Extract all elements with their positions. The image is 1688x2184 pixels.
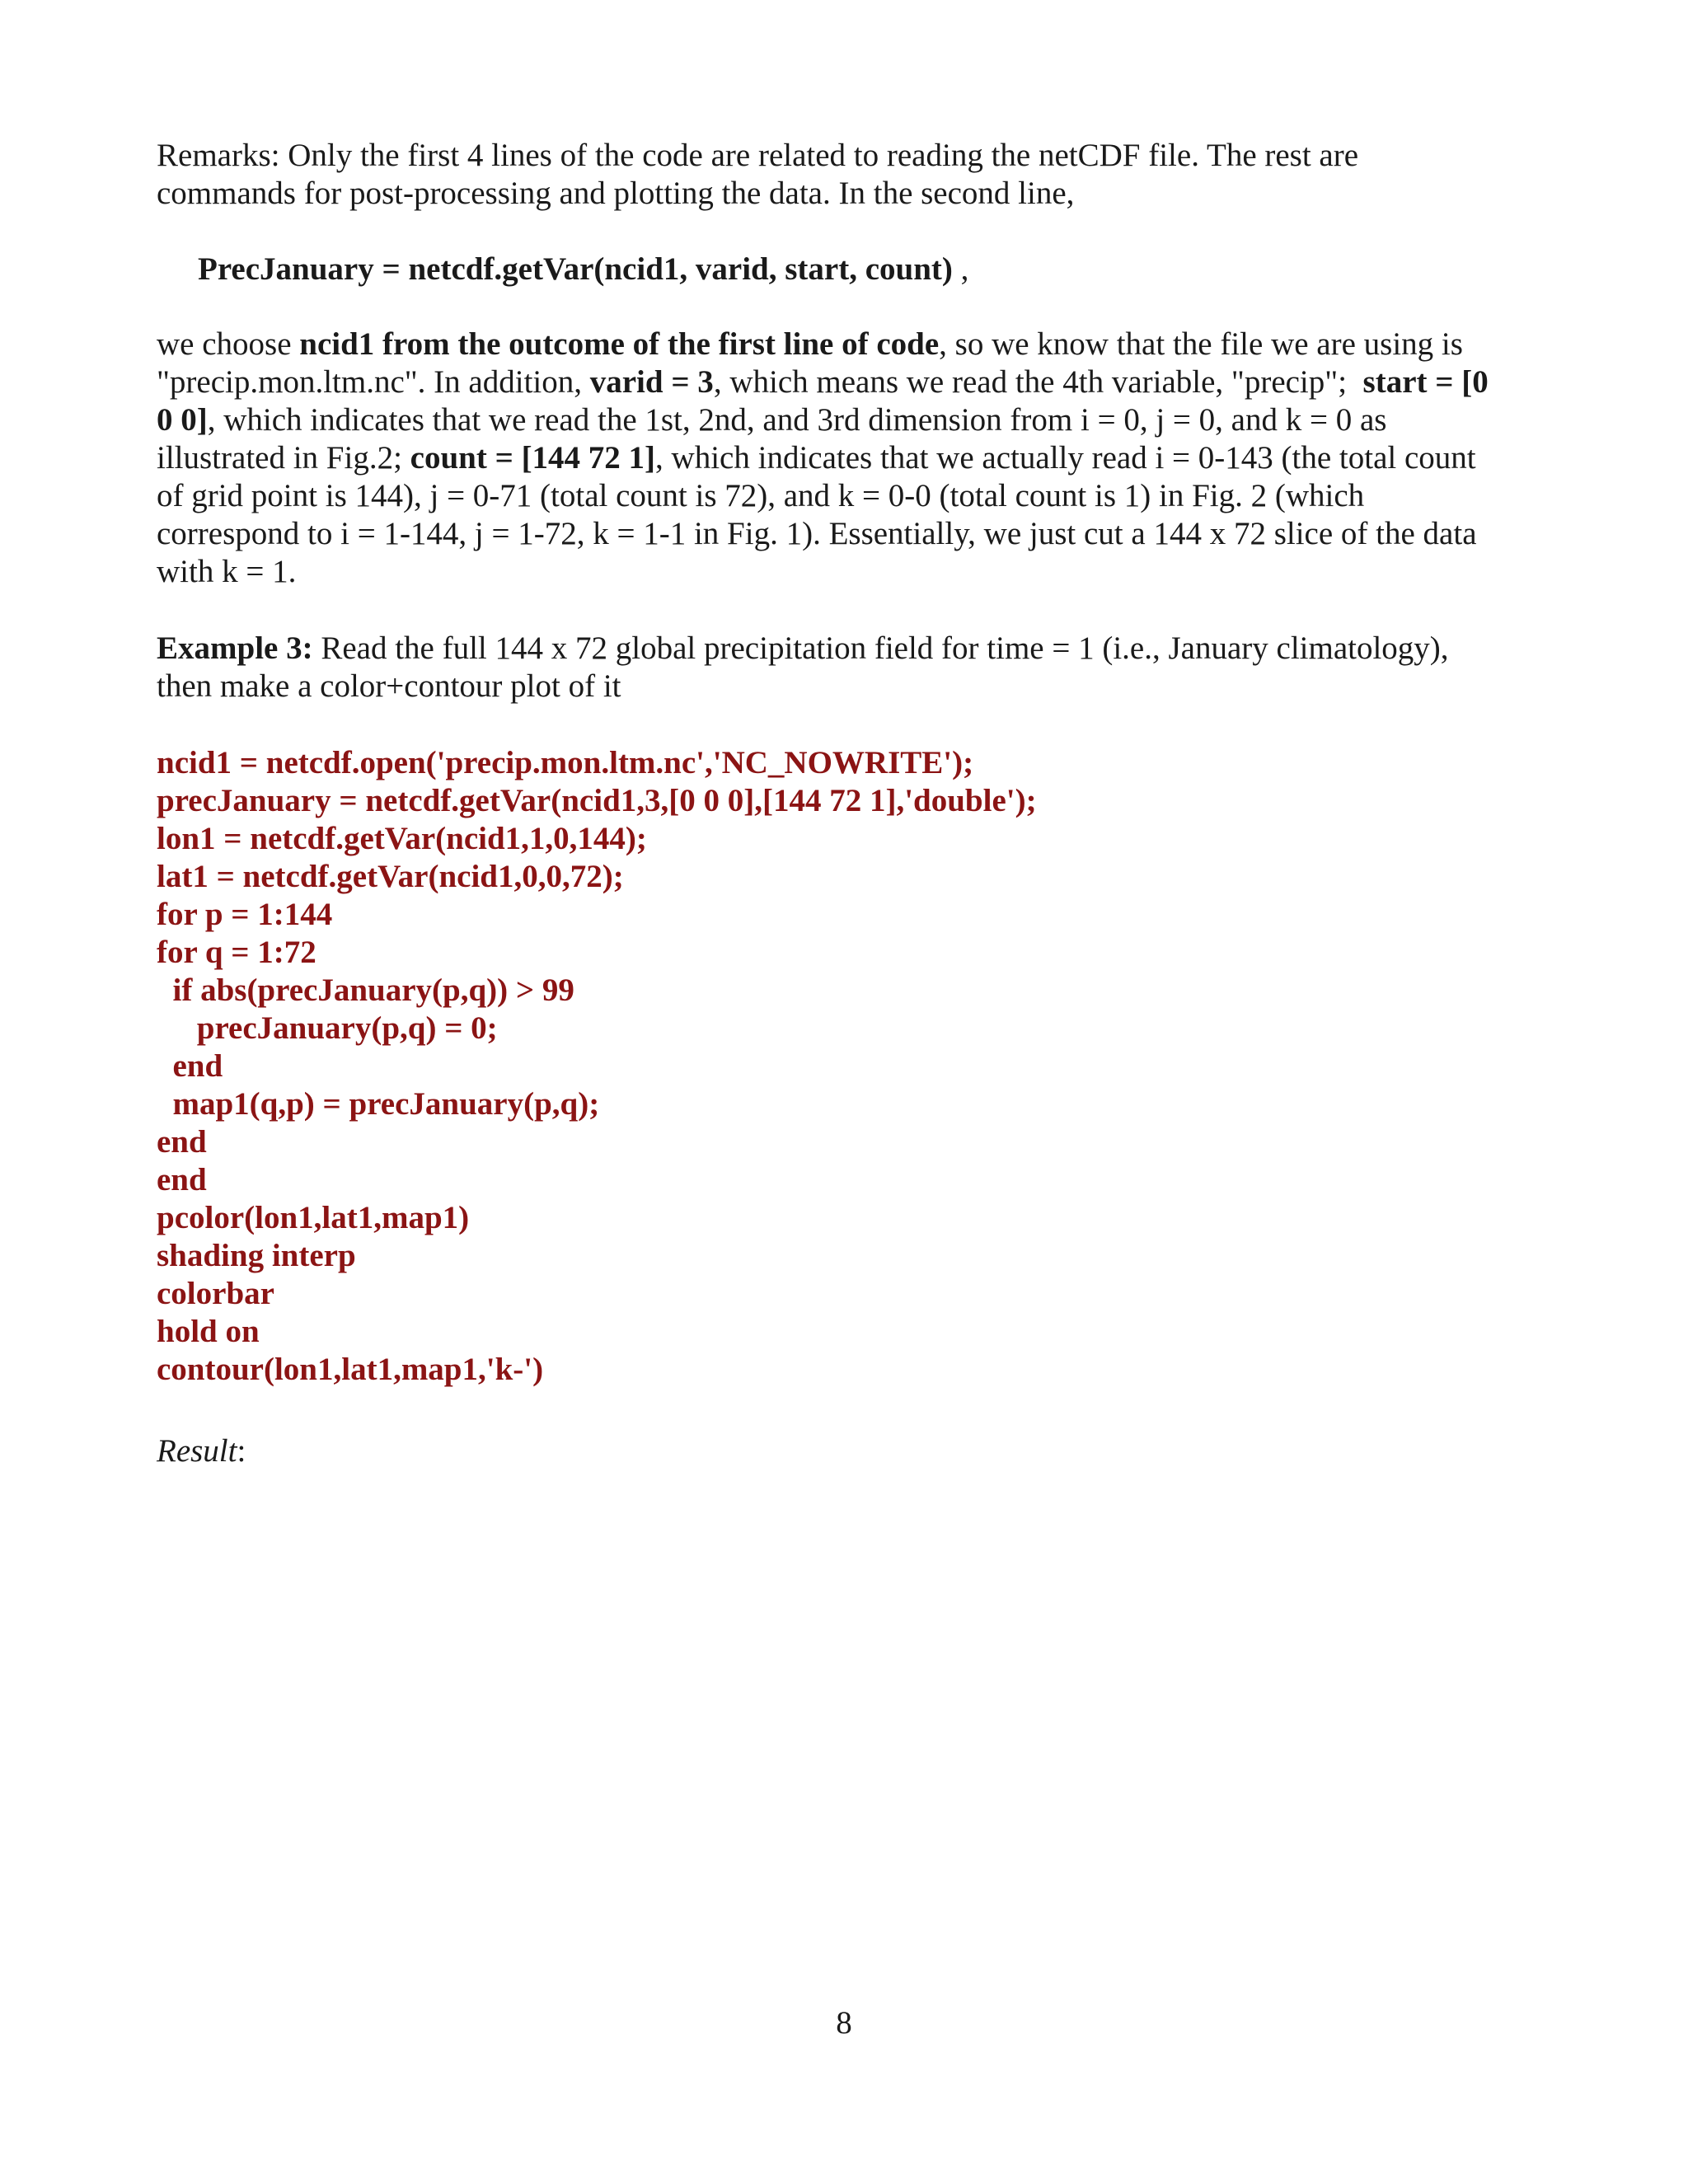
code-line: precJanuary = netcdf.getVar(ncid1,3,[0 0 0],[144 72 1],'double'); — [157, 783, 1037, 818]
text-run: "precip.mon.ltm.nc". In addition, — [157, 364, 590, 400]
bold-run: 0 0] — [157, 402, 208, 438]
remarks-line: commands for post-processing and plotting the data. In the second line, — [157, 176, 1075, 211]
bold-run: ncid1 from the outcome of the first line of code — [299, 326, 940, 362]
bold-run: start = [0 — [1362, 364, 1489, 400]
remarks-paragraph — [157, 137, 1550, 213]
text-run: we choose — [157, 326, 300, 362]
code-line: colorbar — [157, 1276, 274, 1311]
explanation-line: of grid point is 144), j = 0-71 (total count is 72), and k = 0-0 (total count is 1) in Fig. 2 (which — [157, 478, 1365, 513]
code-line: end — [157, 1124, 207, 1160]
page-number: 8 — [836, 2005, 852, 2041]
code-line: lon1 = netcdf.getVar(ncid1,1,0,144); — [157, 821, 647, 856]
example-paragraph — [157, 630, 1550, 705]
code-line: end — [157, 1162, 207, 1197]
code-line: if abs(precJanuary(p,q)) > 99 — [157, 972, 574, 1008]
bold-run: count = [144 72 1] — [410, 440, 656, 476]
explanation-line — [157, 439, 1550, 477]
explanation-line: correspond to i = 1-144, j = 1-72, k = 1-1 in Fig. 1). Essentially, we just cut a 144 x 72 slice of the data — [157, 516, 1477, 551]
formula-expression: PrecJanuary = netcdf.getVar(ncid1, varid, start, count) — [198, 251, 953, 287]
example-text: Read the full 144 x 72 global precipitation field for time = 1 (i.e., January climatology), — [312, 630, 1449, 666]
code-line: map1(q,p) = precJanuary(p,q); — [157, 1086, 600, 1122]
code-line: for p = 1:144 — [157, 897, 333, 932]
text-run: , so we know that the file we are using is — [939, 326, 1463, 362]
code-line: shading interp — [157, 1238, 356, 1273]
code-block — [157, 744, 1550, 1389]
remarks-line: Remarks: Only the first 4 lines of the code are related to reading the netCDF file. The rest are — [157, 138, 1359, 173]
code-line: for q = 1:72 — [157, 935, 316, 970]
explanation-line — [157, 401, 1550, 439]
example-label: Example 3: — [157, 630, 313, 666]
result-colon: : — [237, 1433, 246, 1469]
code-line: ncid1 = netcdf.open('precip.mon.ltm.nc','NC_NOWRITE'); — [157, 745, 974, 780]
text-run: , which indicates that we actually read i = 0-143 (the total count — [655, 440, 1476, 476]
code-line: pcolor(lon1,lat1,map1) — [157, 1200, 470, 1235]
explanation-line — [157, 363, 1550, 401]
text-run: , which indicates that we read the 1st, 2nd, and 3rd dimension from i = 0, j = 0, and k = 0 as — [207, 402, 1387, 438]
code-line: lat1 = netcdf.getVar(ncid1,0,0,72); — [157, 859, 624, 894]
result-label — [157, 1432, 246, 1470]
formula-trail: , — [952, 251, 969, 287]
explanation-paragraph — [157, 326, 1550, 591]
code-line: precJanuary(p,q) = 0; — [157, 1010, 498, 1046]
code-line: contour(lon1,lat1,map1,'k-') — [157, 1352, 544, 1387]
code-line: end — [157, 1048, 223, 1084]
bold-run: varid = 3 — [589, 364, 714, 400]
text-run: illustrated in Fig.2; — [157, 440, 410, 476]
text-run: , which means we read the 4th variable, "precip"; — [713, 364, 1363, 400]
explanation-line: with k = 1. — [157, 554, 297, 589]
formula-line — [198, 251, 968, 288]
code-line: hold on — [157, 1314, 260, 1349]
result-text: Result — [157, 1433, 237, 1469]
example-line: then make a color+contour plot of it — [157, 668, 621, 704]
example-line — [157, 630, 1550, 668]
explanation-line — [157, 326, 1550, 363]
